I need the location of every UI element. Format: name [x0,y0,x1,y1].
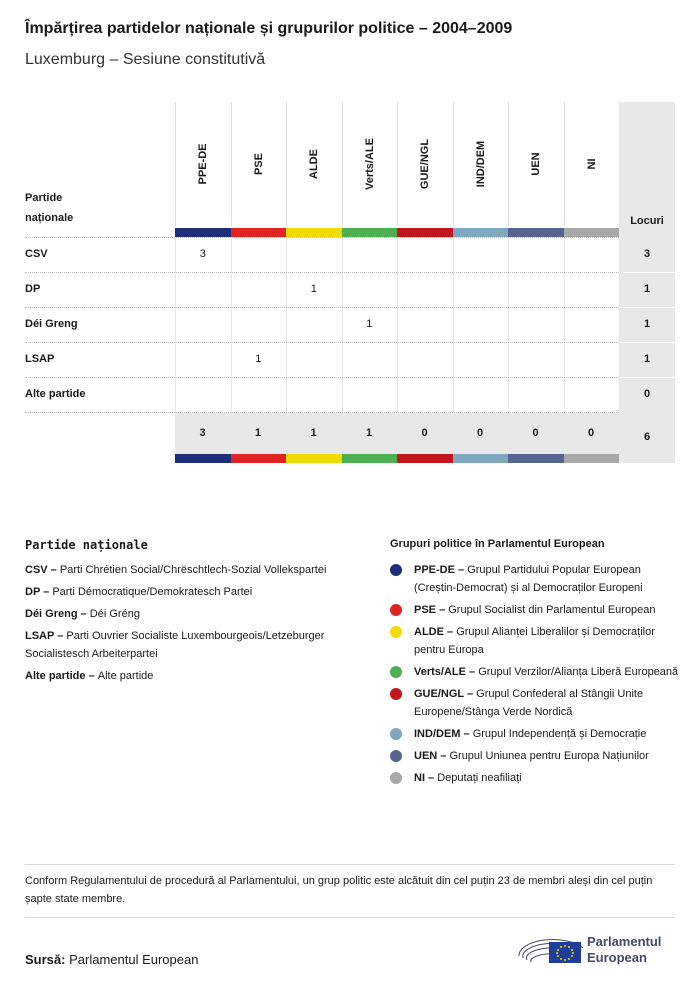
group-color-bar [342,228,398,237]
logo-line-2: European [587,950,647,965]
grand-total: 6 [643,431,651,443]
row-label: DP [25,283,41,295]
column-label: IND/DEM [474,140,487,188]
column-divider [564,237,565,413]
divider [25,864,675,865]
row-header-label: Partide naționale [25,192,74,224]
group-abbr: PSE – [414,604,449,616]
column-label: GUE/NGL [419,138,432,190]
row-divider [25,307,619,308]
party-full-name: Parti Ouvrier Socialiste Luxembourgeois/Letzeburger Socialistesch Arbeiterpartei [25,630,325,660]
group-legend-item [390,663,680,681]
column-divider [231,237,232,413]
party-abbr: LSAP – [25,630,67,642]
table-cell: 1 [366,318,373,330]
group-color-bar [286,454,342,463]
row-seats: 1 [643,353,651,365]
table-cell: 3 [199,248,206,260]
row-label: LSAP [25,353,55,365]
group-color-dot-icon [390,666,402,678]
column-divider [508,237,509,413]
party-abbr: CSV – [25,564,60,576]
party-legend-item [25,627,355,663]
column-divider [453,237,454,413]
group-legend-item [390,623,680,659]
groups-legend-title: Grupuri politice în Parlamentul European [390,538,605,550]
group-abbr: IND/DEM – [414,728,473,740]
group-color-dot-icon [390,772,402,784]
row-label: Alte partide [25,388,86,400]
group-abbr: ALDE – [414,626,457,638]
group-color-dot-icon [390,626,402,638]
logo-line-1: Parlamentul [587,934,662,949]
source-label: Sursă: [25,952,66,967]
column-label: PSE [252,152,265,176]
row-seats: 1 [643,318,651,330]
group-legend-item [390,601,680,619]
group-color-bar [453,228,509,237]
row-label: CSV [25,248,48,260]
group-legend-item [390,725,680,743]
group-full-name: Grupul Confederal al Stângii Unite Europene/Stânga Verde Nordică [414,688,644,718]
row-divider [25,412,619,413]
group-abbr: GUE/NGL – [414,688,477,700]
column-divider [286,237,287,413]
row-divider [25,377,619,378]
group-color-bar [508,228,564,237]
group-legend-item [390,561,680,597]
group-color-bar [508,454,564,463]
column-divider [397,237,398,413]
column-header-ppe-de [175,102,231,226]
group-full-name: Grupul Verzilor/Alianța Liberă Europeană [478,666,679,678]
party-full-name: Alte partide [97,670,154,682]
party-full-name: Déi Gréng [89,608,140,620]
column-header-gue-ngl [397,102,453,226]
column-header-verts-ale [342,102,398,226]
row-label: Déi Greng [25,318,78,330]
group-abbr: Verts/ALE – [414,666,479,678]
row-divider [25,272,619,273]
row-divider [25,342,619,343]
column-label: ALDE [308,149,321,179]
group-color-bar [397,454,453,463]
party-legend-item [25,583,355,601]
party-legend-item [25,561,355,579]
group-color-bar [564,454,620,463]
group-full-name: Grupul Independență și Democrație [472,728,647,740]
group-full-name: Grupul Partidului Popular European (Creștin-Democrat) și al Democraților Europeni [414,564,643,594]
row-seats: 0 [643,388,651,400]
column-header-uen [508,102,564,226]
column-header-ind-dem [453,102,509,226]
column-label: Verts/ALE [363,138,376,190]
group-abbr: PPE-DE – [414,564,468,576]
seats-divider [619,307,675,308]
row-seats: 1 [643,283,651,295]
column-total: 1 [365,427,373,439]
group-abbr: NI – [414,772,438,784]
parties-legend-title: Partide naționale [25,538,148,552]
group-color-bar [175,228,231,237]
group-color-bar [175,454,231,463]
column-total: 0 [587,427,595,439]
group-color-bar [231,454,287,463]
group-legend-item [390,747,680,765]
rules-note: Conform Regulamentului de procedură al Parlamentului, un grup politic este alcătuit din cel puțin 23 de membri aleși din cel puțin șapte state membre. [25,875,653,905]
column-total: 0 [476,427,484,439]
party-abbr: DP – [25,586,53,598]
group-color-bar [564,228,620,237]
group-color-dot-icon [390,750,402,762]
party-abbr: Déi Greng – [25,608,90,620]
group-color-dot-icon [390,564,402,576]
party-abbr: Alte partide – [25,670,98,682]
group-color-bar [453,454,509,463]
column-label: PPE-DE [197,143,210,185]
group-color-bar [231,228,287,237]
seats-header-label: Locuri [630,215,664,227]
group-color-bar [397,228,453,237]
party-legend-item [25,605,355,623]
group-abbr: UEN – [414,750,450,762]
column-total: 1 [310,427,317,439]
column-total: 1 [254,427,262,439]
logo-wordmark [587,934,661,966]
group-color-dot-icon [390,728,402,740]
row-seats: 3 [643,248,651,260]
table-cell: 1 [310,283,317,295]
group-full-name: Grupul Uniunea pentru Europa Națiunilor [449,750,649,762]
column-header-ni [564,102,620,226]
seats-divider [619,272,675,273]
seat-distribution-table [0,0,700,470]
seats-divider [619,342,675,343]
chart-subtitle: Luxemburg – Sesiune constitutivă [25,51,266,68]
group-full-name: Grupul Socialist din Parlamentul European [448,604,656,616]
group-legend-item [390,769,680,787]
column-label: UEN [530,152,543,176]
group-legend-item [390,685,680,721]
column-divider [175,237,176,413]
table-cell: 1 [255,353,262,365]
row-divider [25,237,619,238]
seats-divider [619,377,675,378]
column-total: 3 [199,427,206,439]
source-line [25,952,198,967]
party-full-name: Parti Chrétien Social/Chrëschtlech-Sozial Vollekspartei [59,564,327,576]
column-label: NI [585,158,598,170]
party-full-name: Parti Démocratique/Demokratesch Partei [52,586,253,598]
group-color-dot-icon [390,604,402,616]
group-color-bar [286,228,342,237]
parties-legend [25,561,355,689]
column-total: 0 [421,427,428,439]
column-total: 0 [532,427,539,439]
chart-title: Împărțirea partidelor naționale și grupurilor politice – 2004–2009 [25,20,513,37]
column-header-pse [231,102,287,226]
group-color-bar [342,454,398,463]
source-value: Parlamentul European [69,952,199,967]
group-full-name: Deputați neafiliați [437,772,522,784]
column-header-alde [286,102,342,226]
divider [25,917,675,918]
group-color-dot-icon [390,688,402,700]
group-full-name: Grupul Alianței Liberalilor și Democraților pentru Europa [414,626,655,656]
groups-legend [390,561,680,791]
party-legend-item [25,667,355,685]
